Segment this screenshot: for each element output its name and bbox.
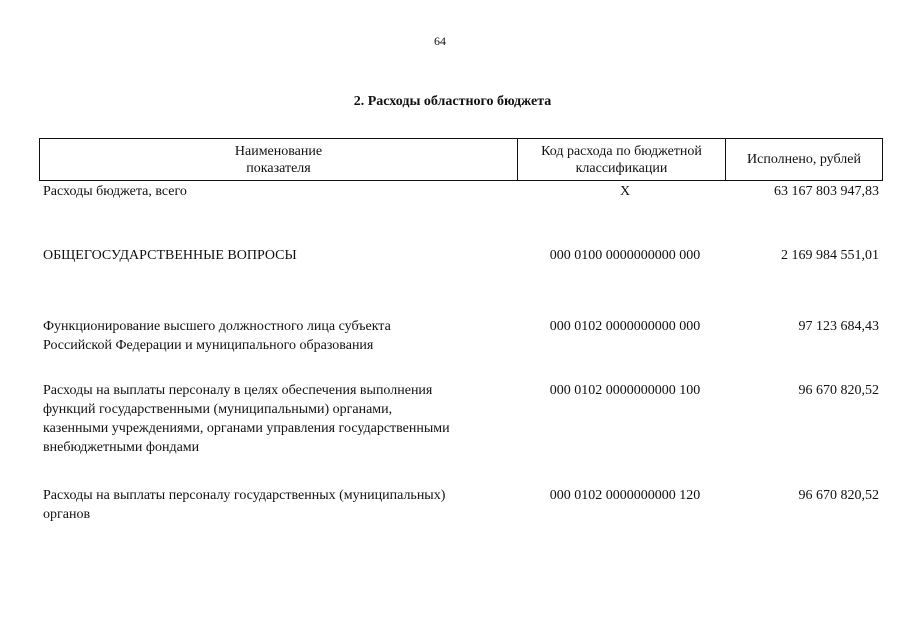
- row-code: 000 0100 0000000000 000: [549, 248, 701, 263]
- row-name-line: Расходы на выплаты персоналу в целях обеспечения выполнения: [43, 383, 433, 398]
- row-executed: 97 123 684,43: [798, 319, 879, 334]
- row-code: 000 0102 0000000000 100: [549, 383, 701, 398]
- row-name-line: функций государственными (муниципальными) органами,: [43, 402, 393, 417]
- row-code: 000 0102 0000000000 000: [549, 319, 701, 334]
- header-code-line2: классификации: [575, 160, 668, 176]
- row-executed: 2 169 984 551,01: [781, 248, 879, 263]
- row-name-line: казенными учреждениями, органами управления государственными: [43, 421, 450, 436]
- row-name: [43, 317, 513, 355]
- header-executed-cell: [726, 139, 882, 180]
- row-code: X: [619, 184, 631, 199]
- row-executed: 96 670 820,52: [798, 383, 879, 398]
- row-name-line: Расходы на выплаты персоналу государственных (муниципальных): [43, 488, 446, 503]
- header-executed: Исполнено, рублей: [747, 152, 861, 167]
- row-name-line: Функционирование высшего должностного лица субъекта: [43, 319, 391, 334]
- row-name-line: ОБЩЕГОСУДАРСТВЕННЫЕ ВОПРОСЫ: [43, 248, 297, 263]
- row-executed: 96 670 820,52: [798, 488, 879, 503]
- header-code-cell: [518, 139, 726, 180]
- page-number: 64: [434, 34, 446, 48]
- row-name-line: Российской Федерации и муниципального образования: [43, 338, 374, 353]
- row-name: [43, 246, 513, 265]
- row-name: [43, 381, 513, 457]
- section-title: 2. Расходы областного бюджета: [353, 94, 552, 109]
- header-name-line1: Наименование: [234, 143, 323, 159]
- row-name-line: Расходы бюджета, всего: [43, 184, 187, 199]
- header-code-line1: Код расхода по бюджетной: [541, 143, 702, 159]
- header-name-line2: показателя: [246, 160, 311, 176]
- row-name: [43, 182, 513, 201]
- row-executed: 63 167 803 947,83: [774, 184, 879, 199]
- row-name-line: внебюджетными фондами: [43, 440, 200, 455]
- row-name: [43, 486, 513, 524]
- table-header: [39, 138, 883, 181]
- row-code: 000 0102 0000000000 120: [549, 488, 701, 503]
- header-name-cell: [40, 139, 518, 180]
- row-name-line: органов: [43, 507, 91, 522]
